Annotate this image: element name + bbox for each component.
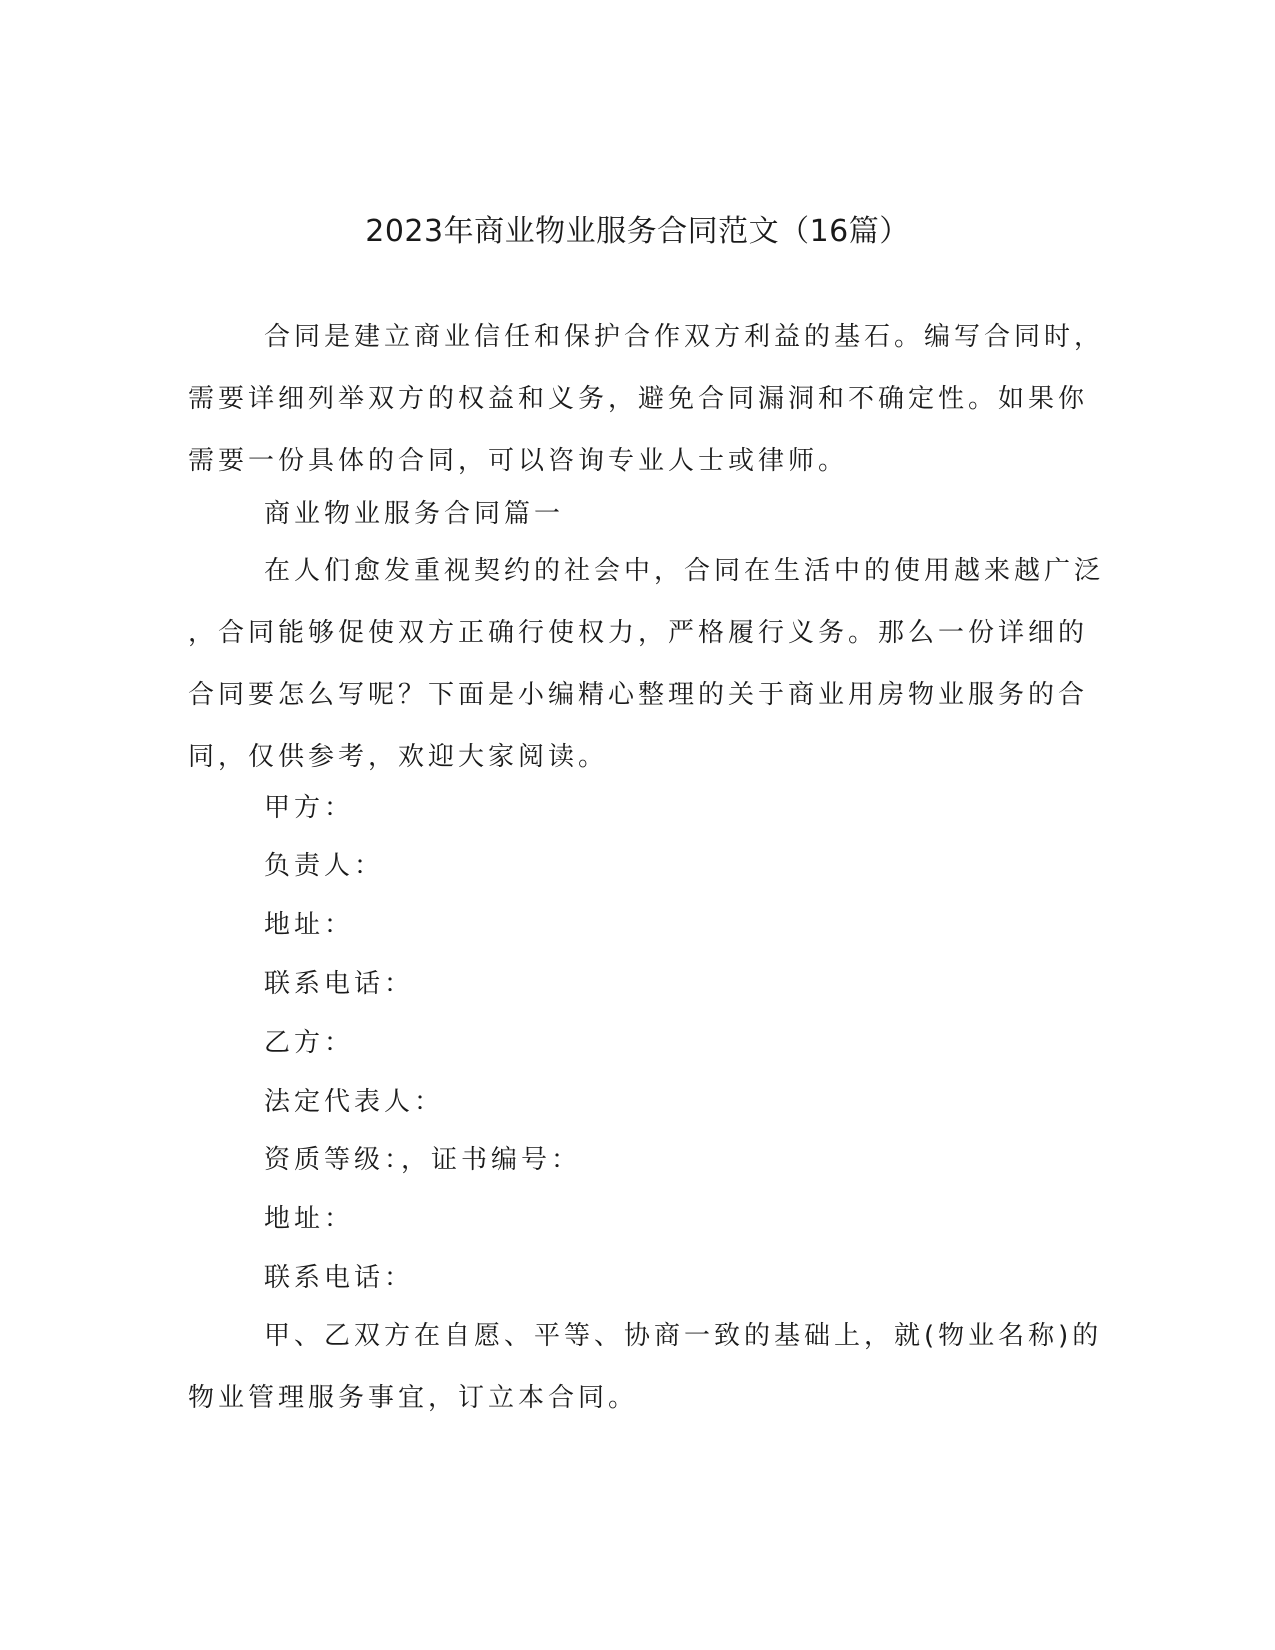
section-heading: 商业物业服务合同篇一 [264,499,565,529]
section-line: 在人们愈发重视契约的社会中，合同在生活中的使用越来越广泛 [264,556,1105,586]
closing-paragraph [188,1305,1103,1429]
section-line: 合同要怎么写呢？下面是小编精心整理的关于商业用房物业服务的合 [188,680,1089,710]
field-address-b: 地址： [264,1204,355,1234]
field-legal-representative: 法定代表人： [264,1087,445,1117]
field-qualification: 资质等级：，证书编号： [264,1145,582,1175]
intro-line: 需要详细列举双方的权益和义务，避免合同漏洞和不确定性。如果你 [188,384,1089,414]
field-phone-a: 联系电话： [264,969,415,999]
field-address-a: 地址： [264,910,355,940]
field-phone-b: 联系电话： [264,1263,415,1293]
document-title: 2023年商业物业服务合同范文（16篇） [365,214,910,249]
field-party-b: 乙方： [264,1028,355,1058]
intro-line: 需要一份具体的合同，可以咨询专业人士或律师。 [188,446,849,476]
section-line: 同，仅供参考，欢迎大家阅读。 [188,742,609,772]
section-line: ，合同能够促使双方正确行使权力，严格履行义务。那么一份详细的 [188,618,1089,648]
closing-line: 甲、乙双方在自愿、平等、协商一致的基础上，就(物业名称)的 [264,1321,1103,1351]
closing-line: 物业管理服务事宜，订立本合同。 [188,1383,639,1413]
intro-paragraph [188,306,1105,492]
section-paragraph [188,540,1105,788]
field-responsible-person: 负责人： [264,851,385,881]
field-party-a: 甲方： [264,793,355,823]
intro-line: 合同是建立商业信任和保护合作双方利益的基石。编写合同时， [264,322,1105,352]
